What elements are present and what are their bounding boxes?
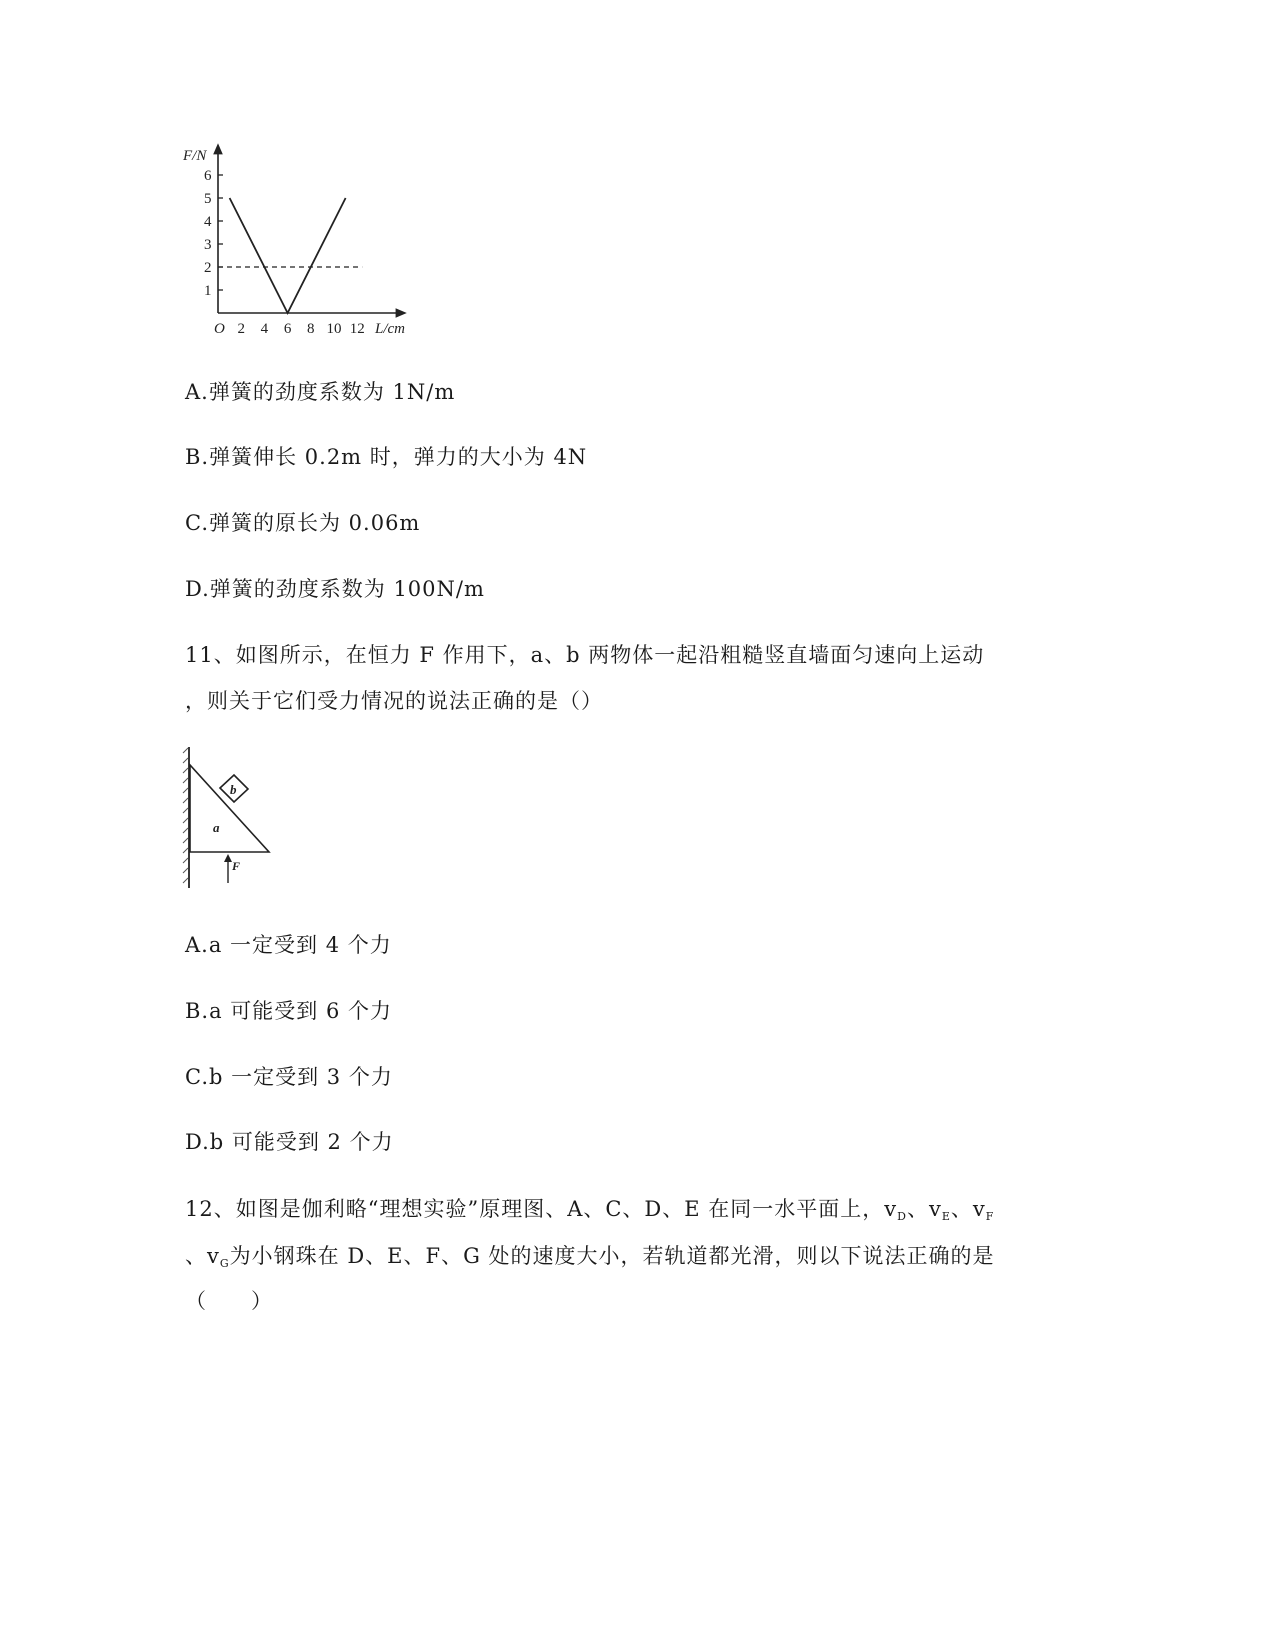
y-tick-label: 1 [204,283,212,299]
question-11-line2: ，则关于它们受力情况的说法正确的是（） [185,689,603,713]
x-tick-label: 6 [283,321,292,337]
x-tick-label: 8 [307,321,315,337]
question-12-line2: 、vG为小钢珠在 D、E、F、G 处的速度大小，若轨道都光滑，则以下说法正确的是 [185,1244,995,1270]
y-tick-label: 4 [204,214,212,230]
option-11-c: C.b 一定受到 3 个力 [185,1065,393,1089]
wall-hatching [183,748,188,883]
x-tick-label: 2 [237,321,245,337]
option-11-a: A.a 一定受到 4 个力 [185,933,392,957]
force-label: F [232,859,241,873]
v-f: vF [972,1197,995,1223]
question-12-line1: 12、如图是伽利略“理想实验”原理图、A、C、D、E 在同一水平面上，vD、vE、vF [185,1197,995,1223]
v-g: vG [207,1244,230,1270]
x-tick-label: 12 [349,321,365,337]
option-11-d: D.b 可能受到 2 个力 [185,1130,394,1154]
y-tick-label: 2 [204,260,212,276]
question-11-line1: 11、如图所示，在恒力 F 作用下，a、b 两物体一起沿粗糙竖直墙面匀速向上运动 [185,643,985,667]
x-tick-label: 10 [326,321,342,337]
option-10-d: D.弹簧的劲度系数为 100N/m [185,577,485,601]
force-length-graph [170,140,430,340]
wedge-block-figure [180,745,280,895]
question-12-line3: （ ） [185,1289,273,1313]
x-axis-label: L/cm [375,321,405,337]
x-ticks [237,321,364,337]
option-10-c: C.弹簧的原长为 0.06m [185,511,421,535]
v-d: vD [884,1197,907,1223]
block-b-label: b [230,782,237,797]
option-10-b: B.弹簧伸长 0.2m 时，弹力的大小为 4N [185,445,588,469]
y-axis-label: F/N [183,148,207,164]
x-tick-label: 4 [260,321,269,337]
origin-label: O [214,321,225,337]
y-ticks [204,168,223,299]
y-tick-label: 6 [204,168,212,184]
y-tick-label: 5 [204,191,212,207]
wedge-a [190,765,269,852]
plot-lines [218,198,362,313]
question-12-text2: 为小钢珠在 D、E、F、G 处的速度大小，若轨道都光滑，则以下说法正确的是 [229,1244,995,1268]
option-10-a: A.弹簧的劲度系数为 1N/m [185,380,456,404]
force-arrowhead [224,854,232,862]
v-e: vE [928,1197,951,1223]
force-length-line [230,198,346,313]
option-11-b: B.a 可能受到 6 个力 [185,999,393,1023]
wedge-a-label: a [213,820,220,835]
y-tick-label: 3 [204,237,212,253]
question-12-text1: 12、如图是伽利略“理想实验”原理图、A、C、D、E 在同一水平面上， [185,1197,885,1221]
